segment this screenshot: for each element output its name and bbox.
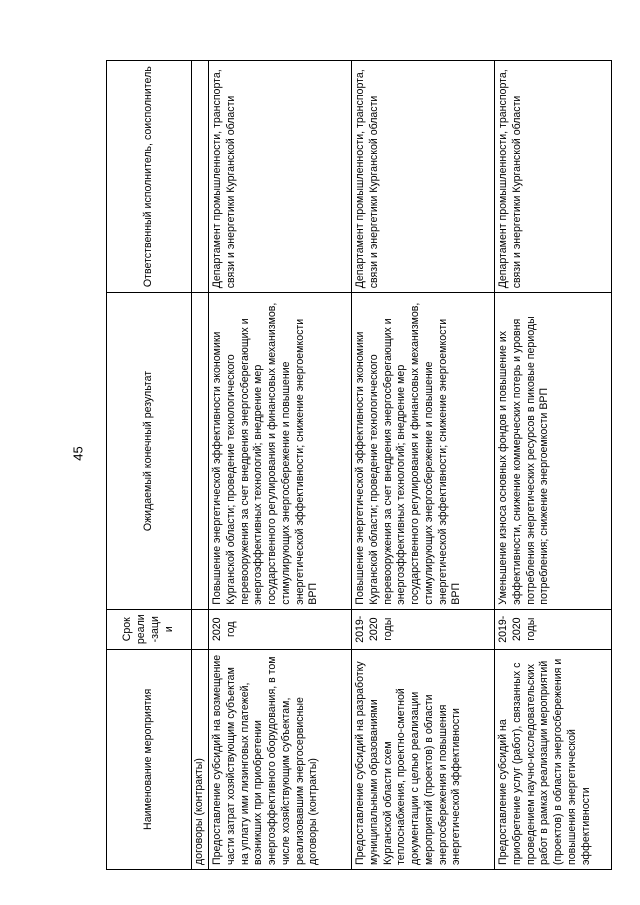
cell-term: 2019-2020 годы xyxy=(495,609,612,649)
table-header-row xyxy=(107,61,192,870)
cell-executor xyxy=(192,61,209,293)
cell-name: Предоставление субсидий на приобретение услуг (работ), связанных с проведением научно-исследовательских работ в рамках реализации мероприятий (проектов) в области энергосбережения и повышения энергетической эффективности xyxy=(495,649,612,869)
cell-term xyxy=(192,609,209,649)
cell-result: Повышение энергетической эффективности экономики Курганской области; проведение технологического перевооружения за счет внедрения энергосберегающих и энергоэффективных технологий; внедрение мер государственного регулирования и финансовых механизмов, стимулирующих энергосбережение и повышение энергетической эффективности; снижение энергоемкости ВРП xyxy=(209,293,352,609)
header-name: Наименование мероприятия xyxy=(107,649,192,869)
rotated-table-container xyxy=(106,60,628,870)
cell-name: Предоставление субсидий на разработку муниципальными образованиями Курганской области схем теплоснабжения, проектно-сметной документации с целью реализации мероприятий (проектов) в области энергосбережения и повышения энергетической эффективности xyxy=(352,649,495,869)
header-executor: Ответственный исполнитель, соисполнитель xyxy=(107,61,192,293)
header-result: Ожидаемый конечный результат xyxy=(107,293,192,609)
cell-name: Предоставление субсидий на возмещение части затрат хозяйствующим субъектам на уплату ими лизинговых платежей, возникших при приобретении энергоэффективного оборудования, в том числе хозяйствующим субъектам, реализовавшим энергосервисные договоры (контракты) xyxy=(209,649,352,869)
cell-result: Повышение энергетической эффективности экономики Курганской области; проведение технологического перевооружения за счет внедрения энергосберегающих и энергоэффективных технологий; внедрение мер государственного регулирования и финансовых механизмов, стимулирующих энергосбережение и повышение энергетической эффективности; снижение энергоемкости ВРП xyxy=(352,293,495,609)
cell-name: договоры (контракты) xyxy=(192,649,209,869)
table-row-continuation xyxy=(192,61,209,870)
cell-result xyxy=(192,293,209,609)
cell-executor: Департамент промышленности, транспорта, связи и энергетики Курганской области xyxy=(352,61,495,293)
table-row xyxy=(352,61,495,870)
header-term: Срок реали-зации xyxy=(107,609,192,649)
table-row xyxy=(209,61,352,870)
table-row xyxy=(495,61,612,870)
cell-executor: Департамент промышленности, транспорта, связи и энергетики Курганской области xyxy=(209,61,352,293)
cell-term: 2019-2020 годы xyxy=(352,609,495,649)
cell-result: Уменьшение износа основных фондов и повышение их эффективности, снижение коммерческих потерь и уровня потребления энергетических ресурсов в пиковые периоды потребления; снижение энергоемкости ВРП xyxy=(495,293,612,609)
cell-term: 2020 год xyxy=(209,609,352,649)
page-number: 45 xyxy=(70,446,86,461)
cell-executor: Департамент промышленности, транспорта, связи и энергетики Курганской области xyxy=(495,61,612,293)
measures-table xyxy=(106,60,612,870)
